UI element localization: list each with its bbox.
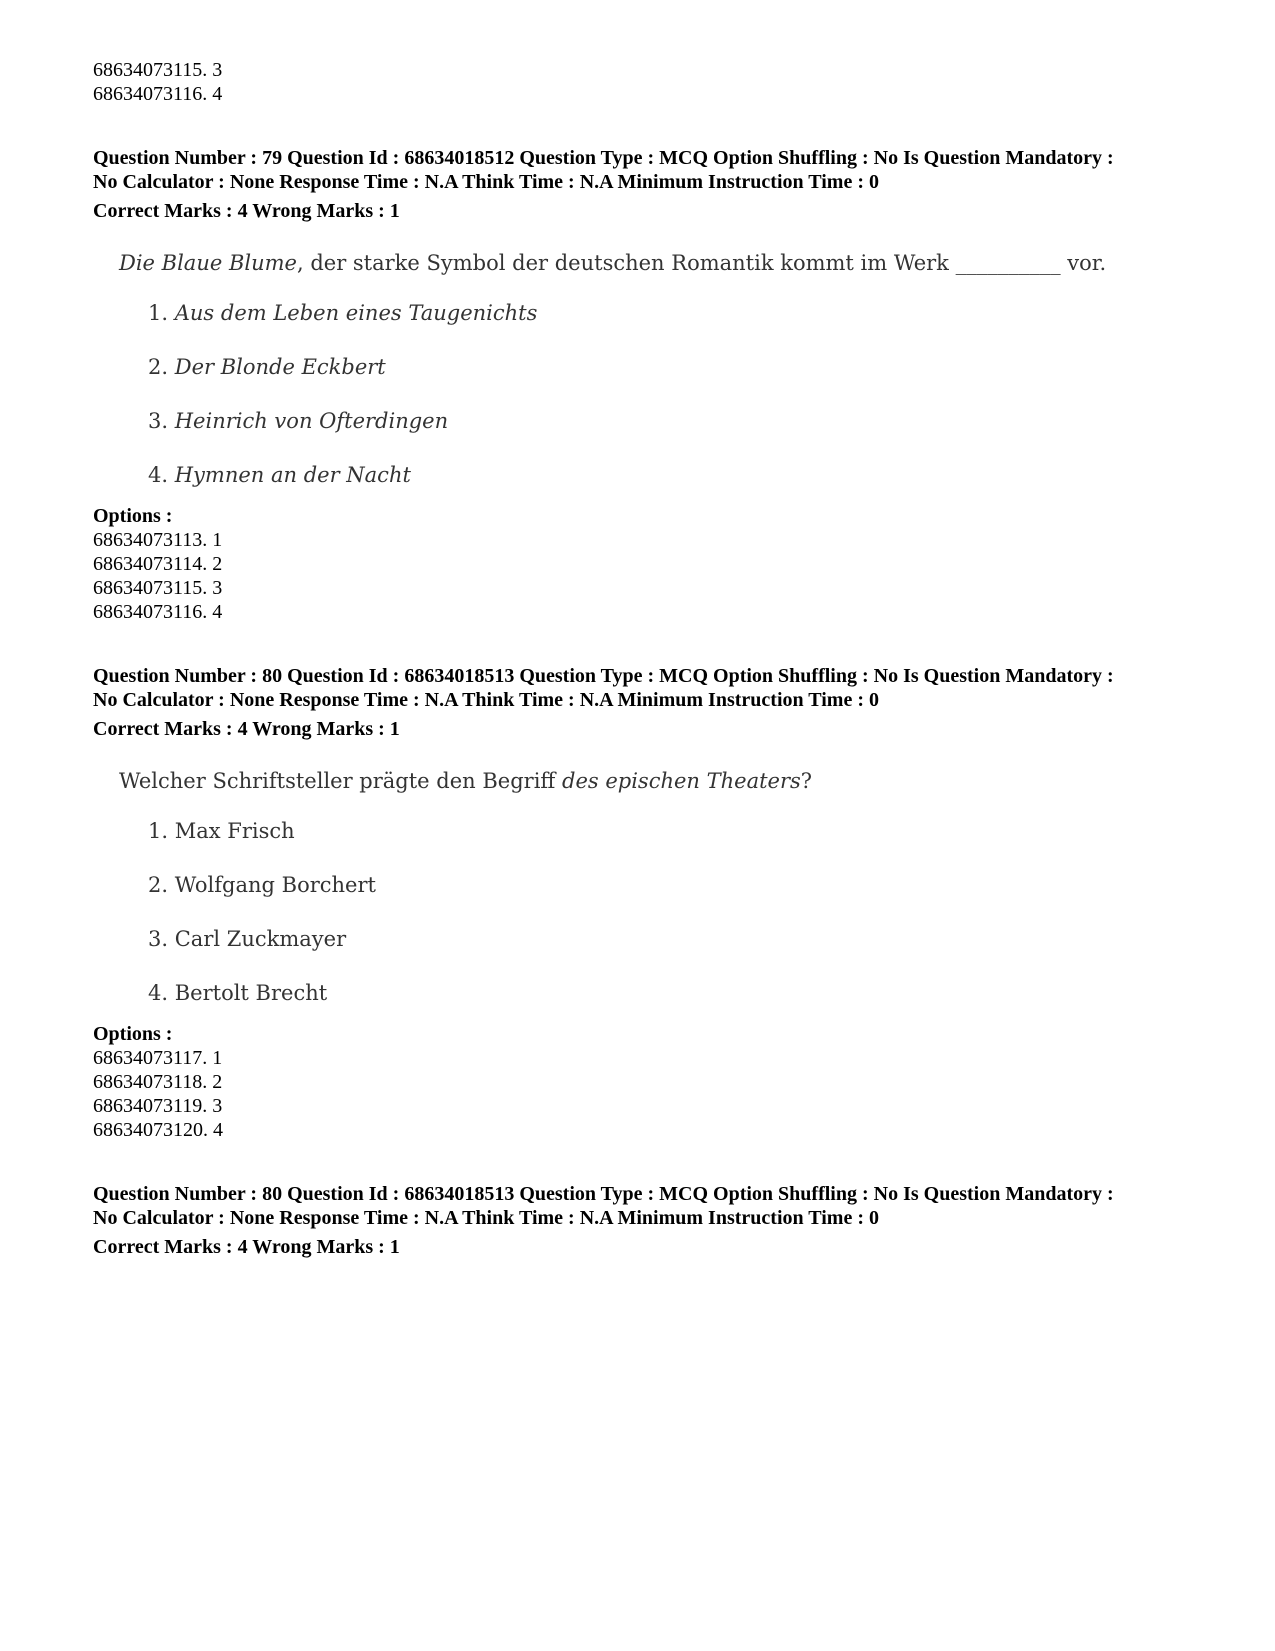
question-meta-line: No Calculator : None Response Time : N.A Think Time : N.A Minimum Instruction Time : 0 (93, 689, 879, 711)
option-row: 68634073114. 2 (93, 553, 223, 575)
question-choices (148, 816, 1213, 1008)
carryover-options (93, 58, 1213, 106)
question-meta-line: Question Number : 80 Question Id : 68634018513 Question Type : MCQ Option Shuffling : No Is Question Mandatory : (93, 665, 1114, 687)
question-meta-line: No Calculator : None Response Time : N.A Think Time : N.A Minimum Instruction Time : 0 (93, 171, 879, 193)
choice-item: 4. Bertolt Brecht (148, 981, 328, 1005)
question-80 (93, 664, 1213, 1142)
option-row: 68634073118. 2 (93, 1071, 223, 1093)
choice-item: 1. Max Frisch (148, 819, 295, 843)
question-marks: Correct Marks : 4 Wrong Marks : 1 (93, 718, 400, 740)
option-row: 68634073115. 3 (93, 59, 223, 81)
question-marks: Correct Marks : 4 Wrong Marks : 1 (93, 1236, 400, 1258)
choice-item: 1. Aus dem Leben eines Taugenichts (148, 301, 538, 325)
option-row: 68634073119. 3 (93, 1095, 223, 1117)
option-row: 68634073116. 4 (93, 601, 223, 623)
question-marks: Correct Marks : 4 Wrong Marks : 1 (93, 200, 400, 222)
choice-item: 2. Wolfgang Borchert (148, 873, 376, 897)
question-meta (93, 1182, 1213, 1259)
option-row: 68634073117. 1 (93, 1047, 223, 1069)
choice-item: 2. Der Blonde Eckbert (148, 355, 386, 379)
choice-item: 3. Carl Zuckmayer (148, 927, 347, 951)
question-meta-line: Question Number : 79 Question Id : 68634018512 Question Type : MCQ Option Shuffling : No Is Question Mandatory : (93, 147, 1114, 169)
question-stem: Die Blaue Blume, der starke Symbol der deutschen Romantik kommt im Werk __________ vor. (119, 251, 1107, 275)
question-choices (148, 298, 1213, 490)
choice-item: 3. Heinrich von Ofterdingen (148, 409, 449, 433)
question-meta-line: No Calculator : None Response Time : N.A Think Time : N.A Minimum Instruction Time : 0 (93, 1207, 879, 1229)
option-row: 68634073120. 4 (93, 1119, 223, 1141)
question-content (93, 248, 1213, 490)
question-79 (93, 146, 1213, 624)
question-80-repeat (93, 1182, 1213, 1259)
document-page (93, 58, 1213, 1299)
option-row: 68634073116. 4 (93, 83, 223, 105)
question-meta-line: Question Number : 80 Question Id : 68634018513 Question Type : MCQ Option Shuffling : No Is Question Mandatory : (93, 1183, 1114, 1205)
options-heading: Options : (93, 505, 173, 527)
option-row: 68634073115. 3 (93, 577, 223, 599)
question-meta (93, 146, 1213, 223)
option-row: 68634073113. 1 (93, 529, 223, 551)
question-content (93, 766, 1213, 1008)
question-meta (93, 664, 1213, 741)
choice-item: 4. Hymnen an der Nacht (148, 463, 411, 487)
options-heading: Options : (93, 1023, 173, 1045)
question-stem: Welcher Schriftsteller prägte den Begriff des epischen Theaters? (119, 769, 813, 793)
